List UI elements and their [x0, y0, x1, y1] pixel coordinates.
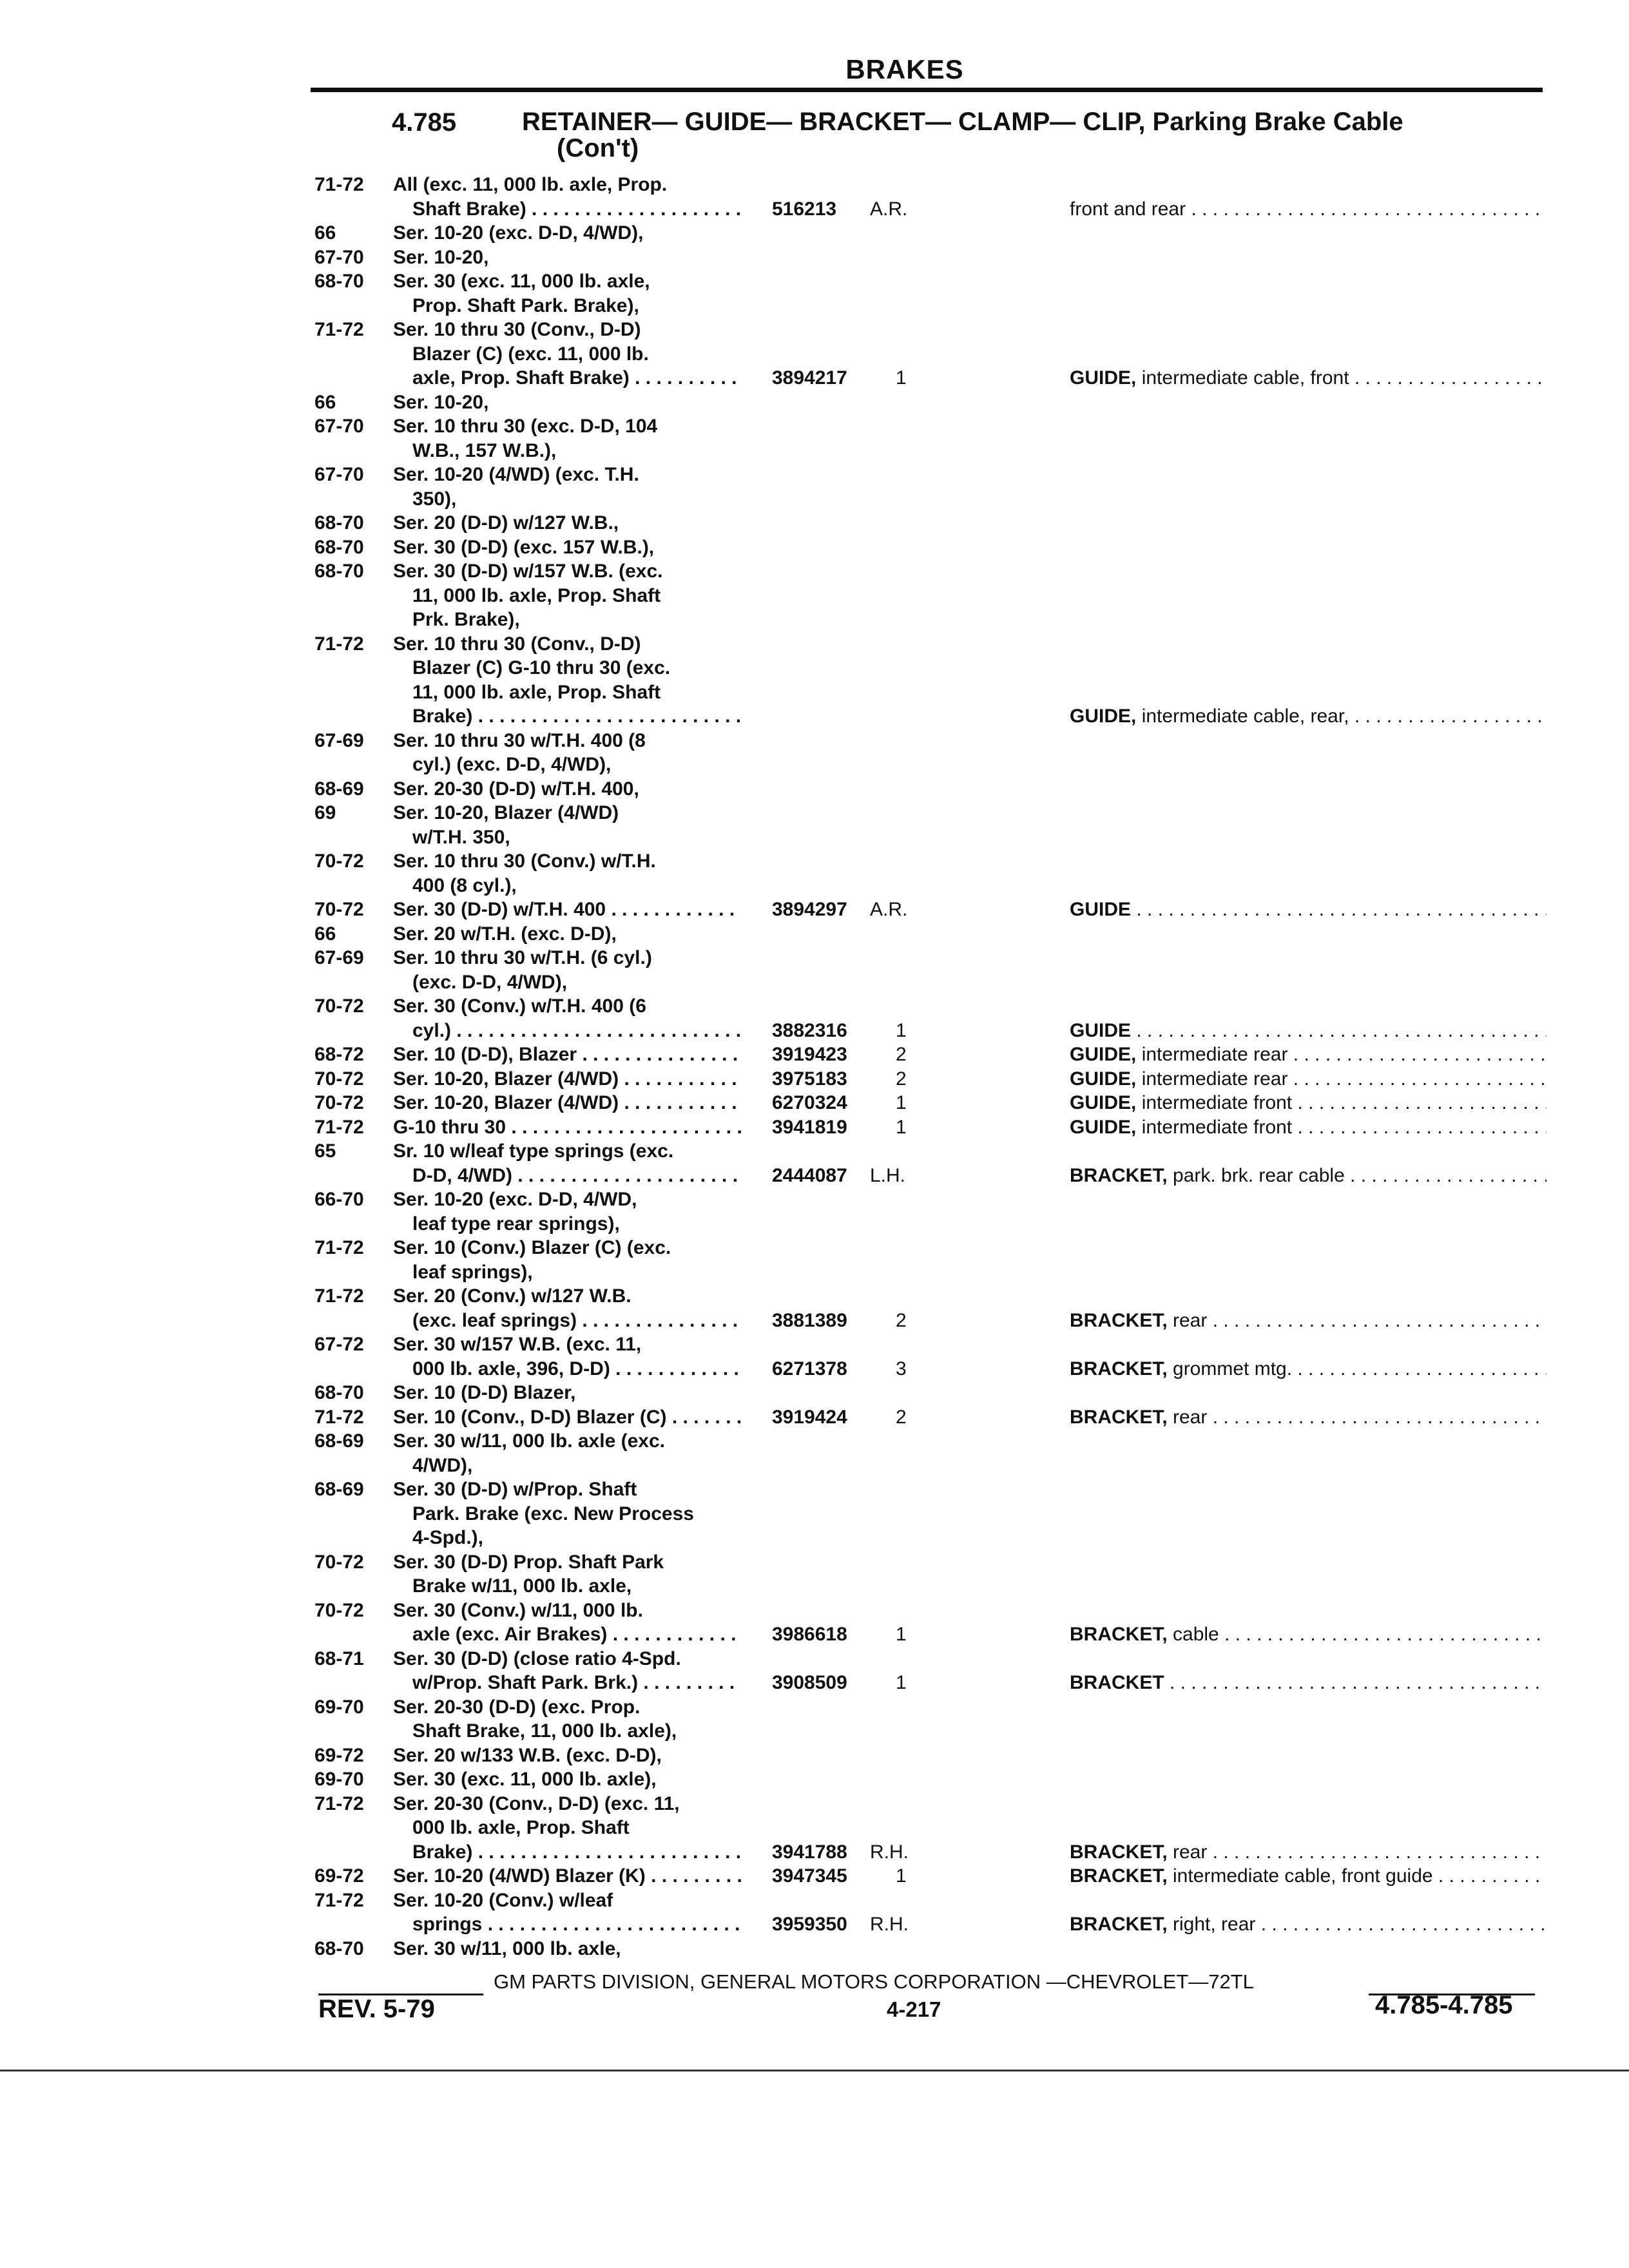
- quantity: 1: [896, 367, 907, 389]
- part-detail: grommet mtg.: [1167, 1358, 1293, 1379]
- application-text: w/Prop. Shaft Park. Brk.) . . .: [412, 1671, 741, 1695]
- application-text: Ser. 20-30 (Conv., D-D) (exc. 11,: [393, 1792, 680, 1814]
- parts-row: [0, 994, 1629, 1019]
- application-text: 11, 000 lb. axle, Prop. Shaft: [412, 584, 661, 606]
- part-number: 3894297: [772, 899, 847, 920]
- section-reference: 4.785-4.785: [1375, 1991, 1513, 2019]
- application-text: springs . . .: [412, 1912, 741, 1937]
- parts-row: [0, 511, 1629, 535]
- part-description: [1070, 1912, 1547, 1937]
- model-years: 68-70: [314, 1937, 364, 1959]
- application-text: Ser. 30 w/11, 000 lb. axle (exc.: [393, 1430, 665, 1452]
- parts-row: [0, 680, 1629, 705]
- parts-row: [0, 1115, 1629, 1140]
- quantity: 2: [896, 1309, 907, 1331]
- parts-list: [0, 173, 1629, 1961]
- application-text: Ser. 10 (Conv.) Blazer (C) (exc.: [393, 1237, 671, 1258]
- application-text: Ser. 20 w/T.H. (exc. D-D),: [393, 923, 617, 945]
- parts-row: [0, 535, 1629, 560]
- parts-row: [0, 390, 1629, 415]
- parts-row: [0, 1236, 1629, 1260]
- application-text: Ser. 10 thru 30 (Conv., D-D): [393, 319, 641, 340]
- application-text: Brake) . . .: [412, 704, 741, 729]
- part-detail: rear: [1167, 1309, 1208, 1331]
- part-number: 6270324: [772, 1092, 847, 1113]
- application-text: w/T.H. 350,: [412, 826, 510, 848]
- application-text: Ser. 10-20,: [393, 246, 489, 268]
- model-years: 70-72: [314, 850, 364, 872]
- application-text: Prk. Brake),: [412, 609, 520, 630]
- parts-row: [0, 1574, 1629, 1599]
- part-description: [1070, 1019, 1547, 1043]
- model-years: 71-72: [314, 1889, 364, 1911]
- part-description: [1070, 1357, 1547, 1381]
- part-number: 3959350: [772, 1914, 847, 1935]
- part-name: GUIDE,: [1070, 367, 1137, 389]
- model-years: 68-70: [314, 1382, 364, 1403]
- model-years: 69-72: [314, 1744, 364, 1766]
- quantity: 1: [896, 1092, 907, 1113]
- part-name: GUIDE,: [1070, 1068, 1137, 1090]
- part-description: [1070, 1164, 1547, 1188]
- application-text: 350),: [412, 488, 457, 510]
- part-number: 3894217: [772, 367, 847, 389]
- model-years: 69-72: [314, 1865, 364, 1887]
- parts-row: [0, 1647, 1629, 1671]
- model-years: 67-72: [314, 1334, 364, 1355]
- application-text: Ser. 20-30 (D-D) (exc. Prop.: [393, 1696, 641, 1718]
- parts-row: [0, 559, 1629, 584]
- application-text: Brake) . . .: [412, 1840, 741, 1865]
- part-name: BRACKET,: [1070, 1406, 1168, 1428]
- application-text: Ser. 10 thru 30 w/T.H. (6 cyl.): [393, 947, 652, 968]
- model-years: 67-69: [314, 729, 364, 751]
- part-number: 3919424: [772, 1406, 847, 1428]
- application-text: Ser. 10 (D-D) Blazer,: [393, 1382, 576, 1403]
- part-name: BRACKET,: [1070, 1914, 1168, 1935]
- part-name: BRACKET,: [1070, 1841, 1168, 1863]
- application-text: Brake w/11, 000 lb. axle,: [412, 1575, 632, 1597]
- quantity: 2: [896, 1068, 907, 1090]
- model-years: 69: [314, 802, 336, 823]
- part-description: [1070, 898, 1547, 922]
- parts-row: [0, 753, 1629, 777]
- application-text: All (exc. 11, 000 lb. axle, Prop.: [393, 174, 668, 195]
- part-number: 3908509: [772, 1672, 847, 1693]
- parts-row: [0, 1332, 1629, 1357]
- parts-row: [0, 608, 1629, 632]
- parts-row: [0, 1599, 1629, 1623]
- part-description: [1070, 1043, 1547, 1067]
- part-description: [1070, 197, 1547, 222]
- application-text: axle, Prop. Shaft Brake) . . .: [412, 366, 741, 390]
- parts-row: [0, 704, 1629, 729]
- model-years: 71-72: [314, 1285, 364, 1307]
- part-description: [1070, 1622, 1547, 1647]
- parts-row: [0, 1888, 1629, 1913]
- parts-row: [0, 656, 1629, 680]
- application-text: leaf type rear springs),: [412, 1213, 620, 1235]
- part-number: 3975183: [772, 1068, 847, 1090]
- application-text: Ser. 30 w/11, 000 lb. axle,: [393, 1937, 621, 1959]
- model-years: 68-69: [314, 1479, 364, 1500]
- part-number: 3947345: [772, 1865, 847, 1887]
- model-years: 68-70: [314, 561, 364, 582]
- application-text: Ser. 10-20 (exc. D-D, 4/WD),: [393, 222, 644, 244]
- application-text: Prop. Shaft Park. Brake),: [412, 294, 639, 316]
- parts-row: [0, 294, 1629, 318]
- part-detail: intermediate front: [1136, 1116, 1293, 1138]
- parts-row: [0, 1671, 1629, 1695]
- parts-row: [0, 1816, 1629, 1840]
- parts-row: [0, 1019, 1629, 1043]
- model-years: 68-70: [314, 271, 364, 292]
- application-text: Ser. 10 thru 30 (Conv.) w/T.H.: [393, 850, 656, 872]
- application-text: Shaft Brake, 11, 000 lb. axle),: [412, 1720, 677, 1742]
- application-text: Ser. 30 w/157 W.B. (exc. 11,: [393, 1334, 642, 1355]
- part-description: [1070, 1115, 1547, 1140]
- application-text: D-D, 4/WD) . . .: [412, 1164, 741, 1188]
- part-number: 2444087: [772, 1164, 847, 1186]
- parts-row: [0, 1043, 1629, 1067]
- parts-row: [0, 1912, 1629, 1937]
- parts-row: [0, 1212, 1629, 1236]
- model-years: 70-72: [314, 1068, 364, 1090]
- application-text: Ser. 10-20, Blazer (4/WD) . . .: [393, 1067, 741, 1091]
- model-years: 66: [314, 923, 336, 945]
- parts-row: [0, 1164, 1629, 1188]
- part-number: 3986618: [772, 1624, 847, 1645]
- parts-row: [0, 487, 1629, 512]
- application-text: Blazer (C) (exc. 11, 000 lb.: [412, 343, 649, 365]
- application-text: Park. Brake (exc. New Process: [412, 1503, 694, 1524]
- application-text: Ser. 30 (Conv.) w/11, 000 lb.: [393, 1599, 643, 1621]
- application-text: Ser. 30 (D-D) w/157 W.B. (exc.: [393, 561, 663, 582]
- application-text: Ser. 30 (D-D) w/Prop. Shaft: [393, 1479, 637, 1500]
- application-text: 4/WD),: [412, 1454, 473, 1476]
- parts-row: [0, 221, 1629, 245]
- part-name: GUIDE,: [1070, 706, 1137, 727]
- part-name: BRACKET,: [1070, 1164, 1168, 1186]
- application-text: Ser. 10 (Conv., D-D) Blazer (C) . . .: [393, 1405, 741, 1430]
- application-text: Ser. 20-30 (D-D) w/T.H. 400,: [393, 778, 639, 800]
- parts-row: [0, 463, 1629, 487]
- parts-row: [0, 584, 1629, 608]
- parts-row: [0, 1477, 1629, 1502]
- part-number: 3941788: [772, 1841, 847, 1863]
- parts-row: [0, 777, 1629, 802]
- quantity: 3: [896, 1358, 907, 1379]
- parts-row: [0, 1792, 1629, 1816]
- model-years: 70-72: [314, 1551, 364, 1573]
- part-number: 6271378: [772, 1358, 847, 1379]
- part-detail: intermediate rear: [1136, 1068, 1288, 1090]
- part-number: 3881389: [772, 1309, 847, 1331]
- model-years: 70-72: [314, 1092, 364, 1113]
- model-years: 71-72: [314, 1116, 364, 1138]
- application-text: Ser. 30 (exc. 11, 000 lb. axle),: [393, 1769, 657, 1790]
- part-name: BRACKET,: [1070, 1358, 1168, 1379]
- part-description: [1070, 1671, 1547, 1695]
- part-number: 3941819: [772, 1116, 847, 1138]
- application-text: Sr. 10 w/leaf type springs (exc.: [393, 1140, 674, 1162]
- model-years: 68-70: [314, 536, 364, 558]
- model-years: 66-70: [314, 1189, 364, 1210]
- model-years: 68-69: [314, 1430, 364, 1452]
- application-text: Ser. 10-20, Blazer (4/WD): [393, 802, 619, 823]
- parts-row: [0, 1067, 1629, 1091]
- part-description: [1070, 366, 1547, 390]
- application-text: Ser. 10 thru 30 (Conv., D-D): [393, 633, 641, 655]
- quantity: A.R.: [870, 899, 908, 920]
- model-years: 66: [314, 391, 336, 413]
- quantity: R.H.: [870, 1914, 909, 1935]
- parts-row: [0, 1767, 1629, 1792]
- part-description: [1070, 1840, 1547, 1865]
- part-detail: intermediate cable, front: [1136, 367, 1349, 389]
- model-years: 68-70: [314, 512, 364, 533]
- parts-row: [0, 1091, 1629, 1115]
- parts-row: [0, 1550, 1629, 1575]
- model-years: 67-69: [314, 947, 364, 968]
- parts-row: [0, 1622, 1629, 1647]
- application-text: Ser. 20 (Conv.) w/127 W.B.: [393, 1285, 631, 1307]
- page-number: 4-217: [887, 1997, 941, 2021]
- application-text: Ser. 30 (exc. 11, 000 lb. axle,: [393, 271, 650, 292]
- parts-row: [0, 245, 1629, 270]
- model-years: 70-72: [314, 1599, 364, 1621]
- parts-row: [0, 922, 1629, 947]
- application-text: W.B., 157 W.B.),: [412, 439, 557, 461]
- application-text: Ser. 10-20, Blazer (4/WD) . . .: [393, 1091, 741, 1115]
- model-years: 71-72: [314, 633, 364, 655]
- part-name: GUIDE,: [1070, 1116, 1137, 1138]
- header-rule: [311, 88, 1543, 92]
- parts-row: [0, 1719, 1629, 1744]
- part-detail: intermediate front: [1136, 1092, 1293, 1113]
- quantity: 1: [896, 1865, 907, 1887]
- part-name: GUIDE,: [1070, 1092, 1137, 1113]
- model-years: 67-70: [314, 464, 364, 485]
- parts-row: [0, 439, 1629, 463]
- application-text: Ser. 10-20 (Conv.) w/leaf: [393, 1889, 613, 1911]
- quantity: 1: [896, 1116, 907, 1138]
- quantity: L.H.: [870, 1164, 906, 1186]
- model-years: 71-72: [314, 1237, 364, 1258]
- parts-row: [0, 1284, 1629, 1309]
- parts-row: [0, 632, 1629, 657]
- parts-row: [0, 366, 1629, 390]
- part-detail: front and rear: [1070, 198, 1186, 220]
- quantity: 1: [896, 1019, 907, 1041]
- part-number: 3882316: [772, 1019, 847, 1041]
- application-text: G-10 thru 30 . . .: [393, 1115, 741, 1140]
- parts-row: [0, 874, 1629, 898]
- model-years: 68-71: [314, 1648, 364, 1669]
- application-text: 000 lb. axle, Prop. Shaft: [412, 1817, 630, 1838]
- parts-row: [0, 1309, 1629, 1333]
- application-text: Ser. 30 (D-D) (close ratio 4-Spd.: [393, 1648, 681, 1669]
- application-text: Ser. 10-20,: [393, 391, 489, 413]
- part-name: GUIDE: [1070, 1019, 1132, 1041]
- part-name: BRACKET,: [1070, 1865, 1168, 1887]
- section-title: RETAINER— GUIDE— BRACKET— CLAMP— CLIP, Parking Brake Cable: [522, 108, 1403, 136]
- parts-row: [0, 1454, 1629, 1478]
- parts-row: [0, 898, 1629, 922]
- application-text: cyl.) . . .: [412, 1019, 741, 1043]
- application-text: Ser. 20 w/133 W.B. (exc. D-D),: [393, 1744, 662, 1766]
- model-years: 67-70: [314, 246, 364, 268]
- application-text: 000 lb. axle, 396, D-D) . . .: [412, 1357, 741, 1381]
- parts-row: [0, 729, 1629, 753]
- part-description: [1070, 704, 1547, 729]
- application-text: Shaft Brake) . . .: [412, 197, 741, 222]
- part-description: [1070, 1864, 1547, 1888]
- application-text: Ser. 30 (D-D) Prop. Shaft Park: [393, 1551, 664, 1573]
- application-text: Ser. 10 (D-D), Blazer . . .: [393, 1043, 741, 1067]
- part-name: BRACKET: [1070, 1672, 1164, 1693]
- parts-row: [0, 318, 1629, 342]
- parts-row: [0, 1937, 1629, 1961]
- part-number: 516213: [772, 198, 837, 220]
- application-text: 400 (8 cyl.),: [412, 874, 517, 896]
- part-number: 3919423: [772, 1044, 847, 1065]
- parts-row: [0, 1381, 1629, 1405]
- parts-row: [0, 1187, 1629, 1212]
- model-years: 69-70: [314, 1769, 364, 1790]
- parts-row: [0, 1864, 1629, 1888]
- parts-row: [0, 197, 1629, 222]
- model-years: 70-72: [314, 995, 364, 1017]
- parts-row: [0, 801, 1629, 825]
- application-text: axle (exc. Air Brakes) . . .: [412, 1622, 741, 1647]
- part-description: [1070, 1067, 1547, 1091]
- section-number: 4.785: [392, 108, 457, 137]
- part-description: [1070, 1309, 1547, 1333]
- quantity: 2: [896, 1406, 907, 1428]
- part-detail: cable: [1167, 1624, 1219, 1645]
- parts-row: [0, 342, 1629, 367]
- part-detail: intermediate cable, front guide: [1167, 1865, 1433, 1887]
- application-text: Ser. 30 (D-D) (exc. 157 W.B.),: [393, 536, 655, 558]
- part-name: GUIDE: [1070, 899, 1132, 920]
- model-years: 70-72: [314, 899, 364, 920]
- application-text: Ser. 10-20 (4/WD) Blazer (K) . . .: [393, 1864, 741, 1888]
- application-text: Ser. 10-20 (4/WD) (exc. T.H.: [393, 464, 639, 485]
- section-subtitle: (Con't): [557, 134, 639, 162]
- parts-row: [0, 825, 1629, 850]
- model-years: 66: [314, 222, 336, 244]
- part-description: [1070, 1091, 1547, 1115]
- application-text: Ser. 10 thru 30 w/T.H. 400 (8: [393, 729, 646, 751]
- application-text: Ser. 20 (D-D) w/127 W.B.,: [393, 512, 619, 533]
- parts-row: [0, 1695, 1629, 1720]
- part-detail: right, rear: [1167, 1914, 1256, 1935]
- parts-row: [0, 1405, 1629, 1430]
- model-years: 65: [314, 1140, 336, 1162]
- application-text: Ser. 10 thru 30 (exc. D-D, 104: [393, 416, 658, 437]
- model-years: 71-72: [314, 1406, 364, 1428]
- parts-row: [0, 1744, 1629, 1768]
- application-text: Blazer (C) G-10 thru 30 (exc.: [412, 657, 671, 678]
- part-name: BRACKET,: [1070, 1309, 1168, 1331]
- quantity: 2: [896, 1044, 907, 1065]
- part-detail: park. brk. rear cable: [1167, 1164, 1345, 1186]
- part-description: [1070, 1405, 1547, 1430]
- quantity: 1: [896, 1624, 907, 1645]
- application-text: (exc. leaf springs) . . .: [412, 1309, 741, 1333]
- parts-row: [0, 1526, 1629, 1550]
- parts-row: [0, 269, 1629, 294]
- application-text: leaf springs),: [412, 1261, 533, 1283]
- application-text: 11, 000 lb. axle, Prop. Shaft: [412, 681, 661, 703]
- revision-label: REV. 5-79: [318, 1995, 435, 2023]
- model-years: 71-72: [314, 319, 364, 340]
- model-years: 68-69: [314, 778, 364, 800]
- parts-row: [0, 849, 1629, 874]
- part-detail: rear: [1167, 1841, 1208, 1863]
- parts-row: [0, 970, 1629, 995]
- application-text: Ser. 30 (D-D) w/T.H. 400 . . .: [393, 898, 741, 922]
- parts-row: [0, 1260, 1629, 1285]
- quantity: R.H.: [870, 1841, 909, 1863]
- application-text: Ser. 10-20 (exc. D-D, 4/WD,: [393, 1189, 637, 1210]
- bottom-rule: [0, 2070, 1629, 2071]
- application-text: (exc. D-D, 4/WD),: [412, 971, 568, 993]
- quantity: A.R.: [870, 198, 908, 220]
- footer-corporation: GM PARTS DIVISION, GENERAL MOTORS CORPORATION —CHEVROLET—72TL: [494, 1970, 1254, 1993]
- quantity: 1: [896, 1672, 907, 1693]
- part-detail: rear: [1167, 1406, 1208, 1428]
- parts-row: [0, 414, 1629, 439]
- model-years: 68-72: [314, 1044, 364, 1065]
- parts-row: [0, 1429, 1629, 1454]
- part-detail: intermediate rear: [1136, 1044, 1288, 1065]
- model-years: 71-72: [314, 1792, 364, 1814]
- parts-row: [0, 946, 1629, 970]
- part-name: GUIDE,: [1070, 1044, 1137, 1065]
- parts-row: [0, 1357, 1629, 1381]
- parts-row: [0, 1139, 1629, 1164]
- application-text: cyl.) (exc. D-D, 4/WD),: [412, 754, 612, 775]
- parts-row: [0, 1502, 1629, 1526]
- application-text: Ser. 30 (Conv.) w/T.H. 400 (6: [393, 995, 646, 1017]
- part-name: BRACKET,: [1070, 1624, 1168, 1645]
- application-text: 4-Spd.),: [412, 1527, 483, 1548]
- model-years: 67-70: [314, 416, 364, 437]
- parts-row: [0, 1840, 1629, 1865]
- page-header-title: BRAKES: [845, 54, 964, 84]
- parts-row: [0, 173, 1629, 197]
- model-years: 69-70: [314, 1696, 364, 1718]
- model-years: 71-72: [314, 174, 364, 195]
- part-detail: intermediate cable, rear,: [1136, 706, 1349, 727]
